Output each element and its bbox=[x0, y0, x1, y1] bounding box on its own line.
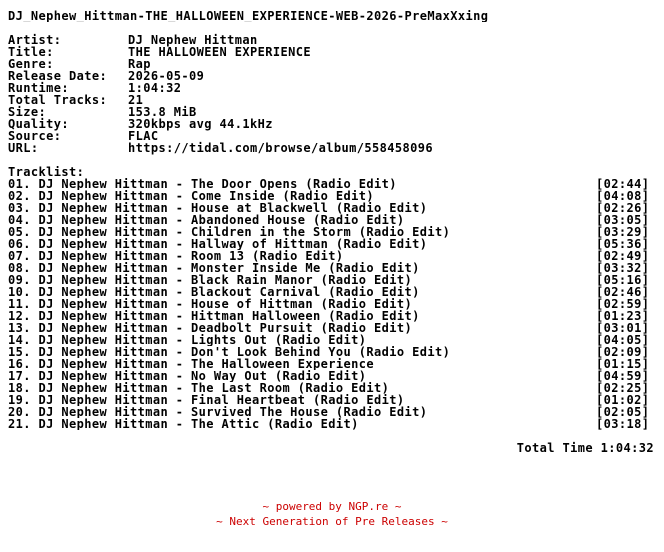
track-duration: [01:23] bbox=[596, 309, 650, 323]
track-row bbox=[8, 358, 658, 370]
meta-value: DJ Nephew Hittman bbox=[128, 33, 258, 47]
track-title: 05. DJ Nephew Hittman - Children in the Storm (Radio Edit) bbox=[8, 226, 451, 238]
meta-key: Artist: bbox=[8, 33, 62, 47]
tagline-text: ~ Next Generation of Pre Releases ~ bbox=[216, 515, 448, 528]
release-info bbox=[8, 34, 658, 154]
track-row bbox=[8, 250, 658, 262]
track-title: 03. DJ Nephew Hittman - House at Blackwell (Radio Edit) bbox=[8, 202, 428, 214]
meta-value: 2026-05-09 bbox=[128, 69, 205, 83]
track-duration: [02:26] bbox=[596, 201, 650, 215]
meta-value: 153.8 MiB bbox=[128, 105, 197, 119]
track-title: 15. DJ Nephew Hittman - Don't Look Behind You (Radio Edit) bbox=[8, 346, 451, 358]
meta-key: URL: bbox=[8, 141, 39, 155]
track-duration: [02:49] bbox=[596, 249, 650, 263]
release-name: DJ_Nephew_Hittman-THE_HALLOWEEN_EXPERIENCE-WEB-2026-PreMaxXxing bbox=[8, 10, 489, 22]
track-title: 19. DJ Nephew Hittman - Final Heartbeat (Radio Edit) bbox=[8, 394, 405, 406]
tracklist-heading: Tracklist: bbox=[8, 166, 85, 178]
track-duration: [03:18] bbox=[596, 417, 650, 431]
track-duration: [01:15] bbox=[596, 357, 650, 371]
track-duration: [02:46] bbox=[596, 285, 650, 299]
track-row bbox=[8, 178, 658, 190]
meta-key: Title: bbox=[8, 45, 54, 59]
track-duration: [02:25] bbox=[596, 381, 650, 395]
meta-key: Genre: bbox=[8, 57, 54, 71]
meta-key: Total Tracks: bbox=[8, 93, 108, 107]
track-row bbox=[8, 382, 658, 394]
meta-row-release-date bbox=[8, 70, 658, 82]
track-row bbox=[8, 334, 658, 346]
meta-value: Rap bbox=[128, 57, 151, 71]
track-duration: [02:59] bbox=[596, 297, 650, 311]
track-row bbox=[8, 190, 658, 202]
track-title: 11. DJ Nephew Hittman - House of Hittman (Radio Edit) bbox=[8, 298, 413, 310]
track-duration: [03:05] bbox=[596, 213, 650, 227]
track-row bbox=[8, 226, 658, 238]
meta-value: FLAC bbox=[128, 129, 159, 143]
track-duration: [04:59] bbox=[596, 369, 650, 383]
track-row bbox=[8, 262, 658, 274]
track-row bbox=[8, 274, 658, 286]
track-duration: [05:36] bbox=[596, 237, 650, 251]
track-title: 21. DJ Nephew Hittman - The Attic (Radio Edit) bbox=[8, 418, 359, 430]
track-title: 12. DJ Nephew Hittman - Hittman Halloween (Radio Edit) bbox=[8, 310, 420, 322]
meta-key: Quality: bbox=[8, 117, 69, 131]
track-duration: [02:05] bbox=[596, 405, 650, 419]
track-row bbox=[8, 214, 658, 226]
meta-key: Size: bbox=[8, 105, 47, 119]
track-duration: [05:16] bbox=[596, 273, 650, 287]
meta-row-url bbox=[8, 142, 658, 154]
track-duration: [03:32] bbox=[596, 261, 650, 275]
url-text: https://tidal.com/browse/album/558458096 bbox=[128, 141, 433, 155]
track-title: 20. DJ Nephew Hittman - Survived The House (Radio Edit) bbox=[8, 406, 428, 418]
track-title: 13. DJ Nephew Hittman - Deadbolt Pursuit (Radio Edit) bbox=[8, 322, 413, 334]
spacer bbox=[8, 22, 658, 34]
meta-key: Release Date: bbox=[8, 69, 108, 83]
meta-key: Runtime: bbox=[8, 81, 69, 95]
track-row bbox=[8, 286, 658, 298]
track-title: 09. DJ Nephew Hittman - Black Rain Manor (Radio Edit) bbox=[8, 274, 413, 286]
track-row bbox=[8, 322, 658, 334]
track-duration: [04:08] bbox=[596, 189, 650, 203]
track-row bbox=[8, 298, 658, 310]
track-row bbox=[8, 406, 658, 418]
powered-by-text: ~ powered by NGP.re ~ bbox=[262, 500, 402, 513]
track-row bbox=[8, 346, 658, 358]
track-duration: [02:44] bbox=[596, 177, 650, 191]
track-row bbox=[8, 238, 658, 250]
meta-value: 1:04:32 bbox=[128, 81, 182, 95]
track-title: 17. DJ Nephew Hittman - No Way Out (Radio Edit) bbox=[8, 370, 367, 382]
meta-key: Source: bbox=[8, 129, 62, 143]
track-duration: [02:09] bbox=[596, 345, 650, 359]
meta-row-size bbox=[8, 106, 658, 118]
track-title: 01. DJ Nephew Hittman - The Door Opens (Radio Edit) bbox=[8, 178, 397, 190]
track-duration: [03:01] bbox=[596, 321, 650, 335]
track-title: 04. DJ Nephew Hittman - Abandoned House (Radio Edit) bbox=[8, 214, 405, 226]
track-title: 18. DJ Nephew Hittman - The Last Room (Radio Edit) bbox=[8, 382, 390, 394]
track-title: 14. DJ Nephew Hittman - Lights Out (Radio Edit) bbox=[8, 334, 367, 346]
track-title: 02. DJ Nephew Hittman - Come Inside (Radio Edit) bbox=[8, 190, 374, 202]
meta-row-artist bbox=[8, 34, 658, 46]
meta-row-total-tracks bbox=[8, 94, 658, 106]
track-row bbox=[8, 310, 658, 322]
meta-row-quality bbox=[8, 118, 658, 130]
track-title: 06. DJ Nephew Hittman - Hallway of Hittman (Radio Edit) bbox=[8, 238, 428, 250]
total-time: Total Time 1:04:32 bbox=[516, 441, 654, 455]
nfo-document bbox=[8, 10, 658, 454]
track-title: 08. DJ Nephew Hittman - Monster Inside Me (Radio Edit) bbox=[8, 262, 420, 274]
spacer bbox=[8, 154, 658, 166]
meta-value: 320kbps avg 44.1kHz bbox=[128, 117, 273, 131]
track-title: 10. DJ Nephew Hittman - Blackout Carnival (Radio Edit) bbox=[8, 286, 420, 298]
meta-row-title bbox=[8, 46, 658, 58]
track-duration: [03:29] bbox=[596, 225, 650, 239]
track-title: 16. DJ Nephew Hittman - The Halloween Experience bbox=[8, 358, 374, 370]
tracklist bbox=[8, 178, 658, 430]
track-row bbox=[8, 418, 658, 430]
track-duration: [04:05] bbox=[596, 333, 650, 347]
track-duration: [01:02] bbox=[596, 393, 650, 407]
meta-value: THE HALLOWEEN EXPERIENCE bbox=[128, 45, 311, 59]
track-row bbox=[8, 370, 658, 382]
track-title: 07. DJ Nephew Hittman - Room 13 (Radio Edit) bbox=[8, 250, 344, 262]
meta-value: 21 bbox=[128, 93, 144, 107]
track-row bbox=[8, 394, 658, 406]
track-row bbox=[8, 202, 658, 214]
